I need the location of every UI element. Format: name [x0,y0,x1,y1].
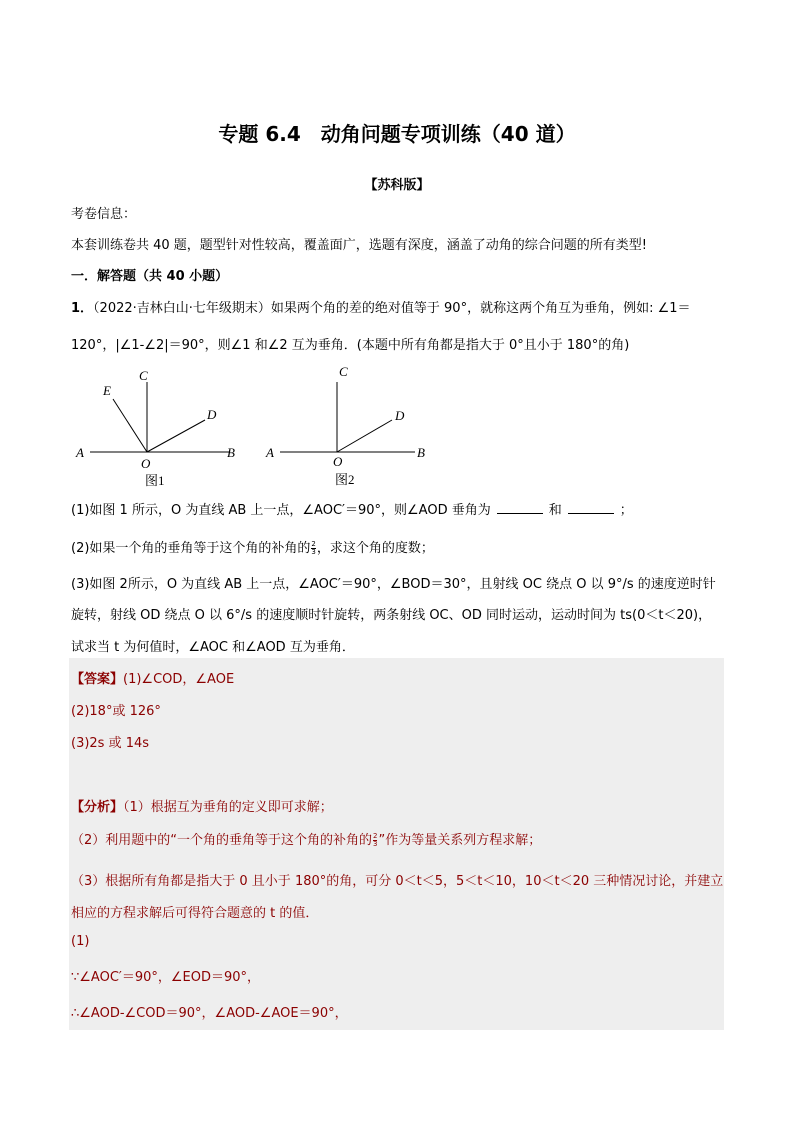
edition-label: 【苏科版】 [364,178,430,193]
analysis-fraction-denominator: 3 [373,840,378,848]
answer-2: (2)18°或 126° [71,704,161,719]
part-2 [71,537,434,556]
analysis-step-2: （2）利用题中的“一个角的垂角等于这个角的补角的 [71,833,373,848]
exam-description: 本套训练卷共 40 题，题型针对性较高，覆盖面广，选题有深度，涵盖了动角的综合问题的所有类型! [71,238,648,253]
solution-line-1: ∵∠AOC′＝90°，∠EOD＝90°， [71,970,261,985]
analysis-step-3-line-2: 相应的方程求解后可得符合题意的 t 的值． [71,906,319,921]
fraction-denominator: 3 [311,548,316,556]
fig1-label-b: B [227,445,235,460]
fraction-numerator: 2 [311,540,316,548]
solution-line-2: ∴∠AOD-∠COD＝90°，∠AOD-∠AOE＝90°， [71,1006,348,1021]
figure-1 [70,360,245,494]
part-2-text-end: ，求这个角的度数； [316,541,434,556]
exam-info-label: 考卷信息： [71,207,137,222]
figure-2 [260,360,435,494]
fig1-label-o: O [141,456,151,471]
analysis-fraction [373,833,377,848]
answer-3: (3)2s 或 14s [71,736,150,751]
question-number: 1． [71,301,94,316]
question-source: （2022·吉林白山·七年级期末） [93,301,271,316]
part-1-and: 和 [548,503,562,518]
fig1-label-e: E [103,383,111,398]
fig2-caption: 图2 [335,472,355,487]
part-2-text: (2)如果一个角的垂角等于这个角的补角的 [71,541,311,556]
analysis-line-1 [71,796,333,815]
section-heading: 一．解答题（共 40 小题） [71,269,229,284]
fig2-label-d: D [395,408,405,423]
fig1-label-d: D [207,407,217,422]
part-3-line-3: 试求当 t 为何值时，∠AOC 和∠AOD 互为垂角． [71,640,355,655]
analysis-step-1: （1）根据互为垂角的定义即可求解； [123,800,333,815]
page-title: 专题 6.4 动角问题专项训练（40 道） [218,122,576,146]
answer-line-1 [71,668,234,687]
answer-blank-1[interactable] [497,513,543,514]
fig2-label-b: B [417,445,425,460]
part-3-line-1: (3)如图 2所示，O 为直线 AB 上一点，∠AOC′＝90°，∠BOD＝30°，且射线 OC 绕点 O 以 9°/s 的速度逆时针 [71,577,716,592]
fig2-label-o: O [333,454,343,469]
answer-blank-2[interactable] [568,513,614,514]
analysis-line-2 [71,829,541,848]
fig2-label-a: A [266,445,274,460]
fraction-two-thirds [311,541,315,556]
answer-tag: 【答案】 [71,672,124,687]
fig1-label-c: C [139,368,148,383]
fig1-caption: 图1 [145,473,165,488]
fig2-label-c: C [339,364,348,379]
solution-heading: (1) [71,934,90,949]
question-text-2: 120°，|∠1-∠2|＝90°，则∠1 和∠2 互为垂角．(本题中所有角都是指大于 0°且小于 180°的角) [71,338,630,353]
part-1-end: ； [619,503,633,518]
analysis-step-2-end: ”作为等量关系列方程求解； [378,833,542,848]
analysis-tag: 【分析】 [71,800,124,815]
analysis-step-3-line-1: （3）根据所有角都是指大于 0 且小于 180°的角，可分 0＜t＜5，5＜t＜10，10＜t＜20 三种情况讨论，并建立 [71,874,724,889]
fig1-label-a: A [76,445,84,460]
answer-1: (1)∠COD，∠AOE [123,672,235,687]
part-1 [71,499,633,518]
question-1-line-1 [71,297,691,316]
question-text-1: 如果两个角的差的绝对值等于 90°，就称这两个角互为垂角，例如: ∠1＝ [270,301,691,316]
part-3-line-2: 旋转，射线 OD 绕点 O 以 6°/s 的速度顺时针旋转，两条射线 OC、OD 同时运动，运动时间为 ts(0＜t＜20)， [71,608,712,623]
part-1-text: (1)如图 1 所示，O 为直线 AB 上一点，∠AOC′＝90°，则∠AOD 垂角为 [71,503,491,518]
analysis-fraction-numerator: 2 [373,832,378,840]
